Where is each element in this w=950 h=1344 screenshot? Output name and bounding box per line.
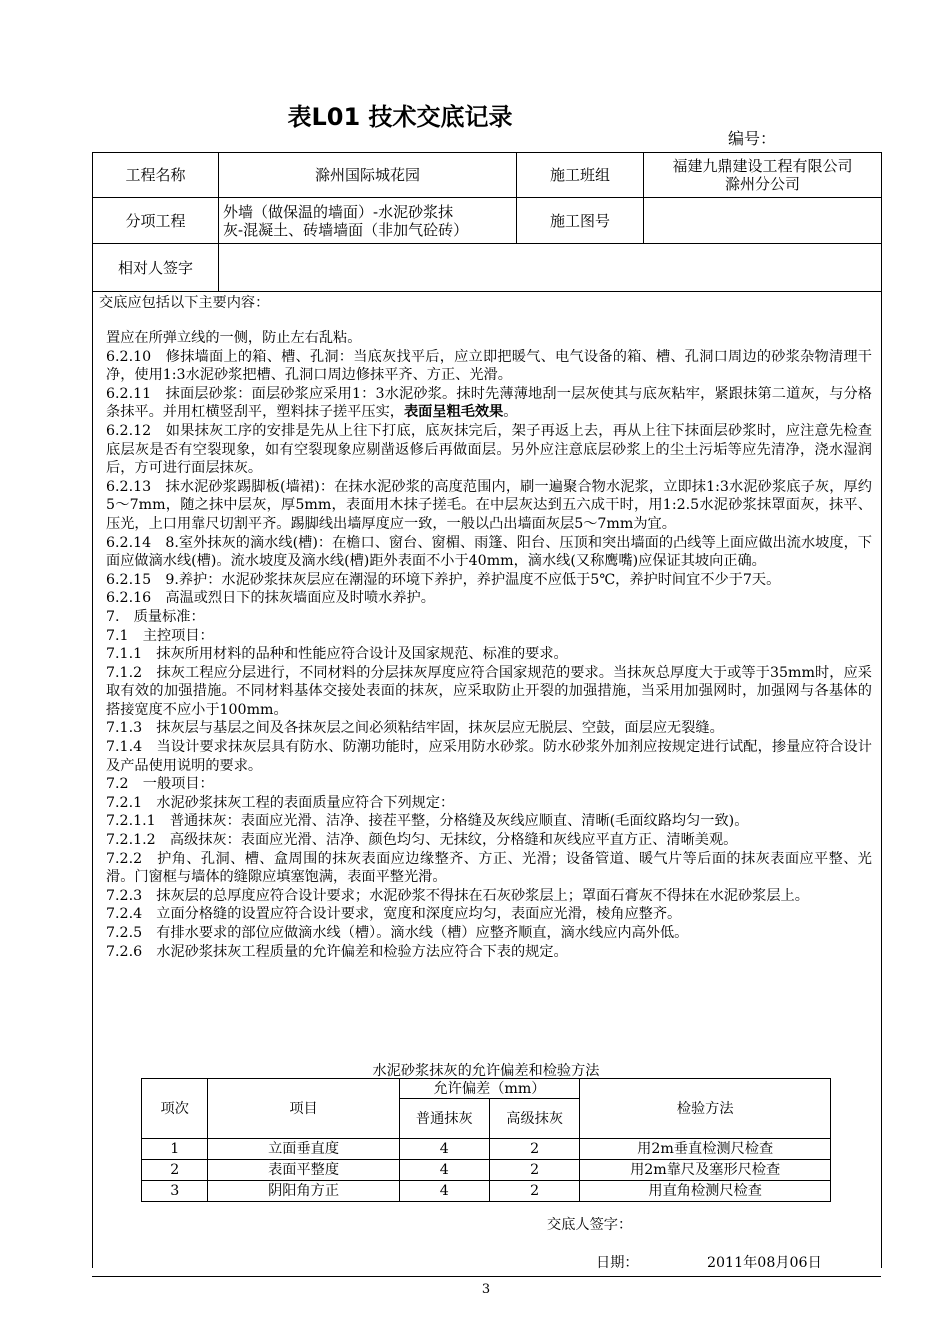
paragraph-text: 6.2.11 抹面层砂浆：面层砂浆应采用1：3水泥砂浆。抹时先薄薄地刮一层灰使其与底灰粘牢，紧跟抹第二道灰，与分格条抹平。并用杠横竖刮平，塑料抹子搓平压实，	[106, 385, 872, 421]
col-header-high: 高级抹灰	[489, 1099, 579, 1139]
team-value-line1: 福建九鼎建设工程有限公司	[672, 157, 853, 175]
subproject-label: 分项工程	[93, 198, 219, 244]
table-row	[142, 1181, 831, 1202]
subproject-value-line1: 外墙（做保温的墙面）-水泥砂浆抹	[223, 202, 454, 221]
bottom-border	[92, 1276, 881, 1277]
bold-emphasis: 表面呈粗毛效果	[403, 404, 504, 421]
row-number: 3	[142, 1181, 208, 1202]
date-label: 日期：	[596, 1255, 639, 1271]
col-header-method: 检验方法	[580, 1079, 831, 1139]
content-body	[106, 329, 872, 961]
row-number: 1	[142, 1139, 208, 1160]
table-row	[142, 1139, 831, 1160]
row-method: 用2m垂直检测尺检查	[580, 1139, 831, 1160]
paragraph: 7.1 主控项目：	[106, 627, 214, 644]
paragraph: 7.2.4 立面分格缝的设置应符合设计要求，宽度和深度应均匀，表面应光滑，棱角应整齐。	[106, 906, 682, 923]
date-value: 2011年08月06日	[707, 1255, 822, 1271]
paragraph: 7.2.2 护角、孔洞、槽、盒周围的抹灰表面应边缘整齐、方正、光滑；设备管道、暖气片等后面的抹灰表面应平整、光滑。门窗框与墙体的缝隙应填塞饱满，表面平整光滑。	[106, 850, 872, 886]
paragraph: 7.2 一般项目：	[106, 776, 214, 793]
team-value	[644, 153, 882, 198]
row-number: 2	[142, 1160, 208, 1181]
subproject-value-line2: 灰-混凝土、砖墙墙面（非加气砼砖）	[223, 220, 469, 239]
receiver-signature-value	[219, 244, 882, 292]
row-item: 立面垂直度	[208, 1139, 399, 1160]
row-high: 2	[489, 1139, 579, 1160]
team-value-line2: 滁州分公司	[724, 175, 800, 193]
row-item: 阴阳角方正	[208, 1181, 399, 1202]
paragraph: 7.2.6 水泥砂浆抹灰工程质量的允许偏差和检验方法应符合下表的规定。	[106, 943, 568, 960]
paragraph: 7.1.3 抹灰层与基层之间及各抹灰层之间必须粘结牢固，抹灰层应无脱层、空鼓，面层应无裂缝。	[106, 720, 724, 737]
col-header-deviation: 允许偏差（mm）	[399, 1079, 580, 1099]
col-header-item: 项目	[208, 1079, 399, 1139]
row-normal: 4	[399, 1139, 489, 1160]
paragraph: 6.2.12 如果抹灰工序的安排是先从上往下打底，底灰抹完后，架子再返上去，再从上往下抹面层砂浆时，应注意先检查底层灰是否有空裂现象，如有空裂现象应剔凿返修后再做面层。另外应注意底层砂浆上的尘土污垢等应先清净，浇水湿润后，方可进行面层抹灰。	[106, 422, 872, 477]
row-method: 用直角检测尺检查	[580, 1181, 831, 1202]
row-method: 用2m靠尺及塞形尺检查	[580, 1160, 831, 1181]
row-normal: 4	[399, 1181, 489, 1202]
page-number: 3	[481, 1282, 491, 1297]
paragraph: 7.2.3 抹灰层的总厚度应符合设计要求；水泥砂浆不得抹在石灰砂浆层上；罩面石膏灰不得抹在水泥砂浆层上。	[106, 887, 809, 904]
paragraph: 6.2.14 8.室外抹灰的滴水线(槽)：在檐口、窗台、窗楣、雨篷、阳台、压顶和突出墙面的凸线等上面应做出流水坡度，下面应做滴水线(槽)。流水坡度及滴水线(槽)距外表面不小于40mm，滴水线(又称鹰嘴)应保证其坡向正确。	[106, 534, 872, 570]
paragraph-with-bold	[106, 385, 872, 422]
project-name-value: 滁州国际城花园	[219, 153, 517, 198]
paragraph: 7.1.2 抹灰工程应分层进行，不同材料的分层抹灰厚度应符合国家规范的要求。当抹灰总厚度大于或等于35mm时，应采取有效的加强措施。不同材料基体交接处表面的抹灰，应采取防止开裂的加强措施，当采用加强网时，加强网与各基体的搭接宽度不应小于100mm。	[106, 664, 872, 718]
paragraph: 6.2.13 抹水泥砂浆踢脚板(墙裙)：在抹水泥砂浆的高度范围内，刷一遍聚合物水泥浆，立即抹1:3水泥砂浆底子灰，厚约5～7mm，随之抹中层灰，厚5mm，表面用木抹子搓毛。在中层灰达到五六成干时，用1:2.5水泥砂浆抹罩面灰，抹平、压光，上口用靠尺切割平齐。踢脚线出墙厚度应一致，一般以凸出墙面灰层5～7mm为宜。	[106, 478, 872, 532]
signer-label: 交底人签字：	[547, 1217, 633, 1233]
subproject-value	[219, 198, 517, 244]
paragraph: 7.1.4 当设计要求抹灰层具有防水、防潮功能时，应采用防水砂浆。防水砂浆外加剂应按规定进行试配，掺量应符合设计及产品使用说明的要求。	[106, 739, 872, 774]
paragraph: 7.1.1 抹灰所用材料的品种和性能应符合设计及国家规范、标准的要求。	[106, 646, 568, 663]
table-caption: 水泥砂浆抹灰的允许偏差和检验方法	[372, 1063, 600, 1079]
paragraph-end: 。	[503, 404, 518, 421]
receiver-signature-label: 相对人签字	[93, 244, 219, 292]
col-header-number: 项次	[142, 1079, 208, 1139]
paragraph: 7.2.1 水泥砂浆抹灰工程的表面质量应符合下列规定：	[106, 794, 455, 811]
paragraph: 7.2.1.1 普通抹灰：表面应光滑、洁净、接茬平整，分格缝及灰线应顺直、清晰(毛面纹路均匀一致)。	[106, 813, 749, 830]
row-high: 2	[489, 1181, 579, 1202]
intro-text: 交底应包括以下主要内容：	[99, 295, 270, 311]
paragraph: 6.2.16 高温或烈日下的抹灰墙面应及时喷水养护。	[106, 590, 435, 607]
paragraph: 置应在所弹立线的一侧，防止左右乱粘。	[106, 330, 362, 346]
row-item: 表面平整度	[208, 1160, 399, 1181]
col-header-normal: 普通抹灰	[399, 1099, 489, 1139]
paragraph: 7.2.1.2 高级抹灰：表面应光滑、洁净、颜色均匀、无抹纹，分格缝和灰线应平直方正、清晰美观。	[106, 832, 738, 849]
page-title: 表L01 技术交底记录	[287, 103, 513, 131]
row-normal: 4	[399, 1160, 489, 1181]
table-row	[142, 1160, 831, 1181]
paragraph: 6.2.10 修抹墙面上的箱、槽、孔洞：当底灰找平后，应立即把暖气、电气设备的箱、槽、孔洞口周边的砂浆杂物清理干净，使用1:3水泥砂浆把槽、孔洞口周边修抹平齐、方正、光滑。	[106, 348, 872, 384]
serial-number-label: 编号：	[728, 129, 777, 148]
drawing-number-label: 施工图号	[517, 198, 644, 244]
row-high: 2	[489, 1160, 579, 1181]
header-table	[92, 152, 882, 292]
paragraph: 7.2.5 有排水要求的部位应做滴水线（槽）。滴水线（槽）应整齐顺直，滴水线应内高外低。	[106, 925, 689, 941]
paragraph: 7. 质量标准：	[106, 608, 205, 625]
team-label: 施工班组	[517, 153, 644, 198]
drawing-number-value	[644, 198, 882, 244]
deviation-table	[141, 1078, 831, 1202]
project-name-label: 工程名称	[93, 153, 219, 198]
paragraph: 6.2.15 9.养护：水泥砂浆抹灰层应在潮湿的环境下养护，养护温度不应低于5℃，养护时间宜不少于7天。	[106, 571, 781, 588]
